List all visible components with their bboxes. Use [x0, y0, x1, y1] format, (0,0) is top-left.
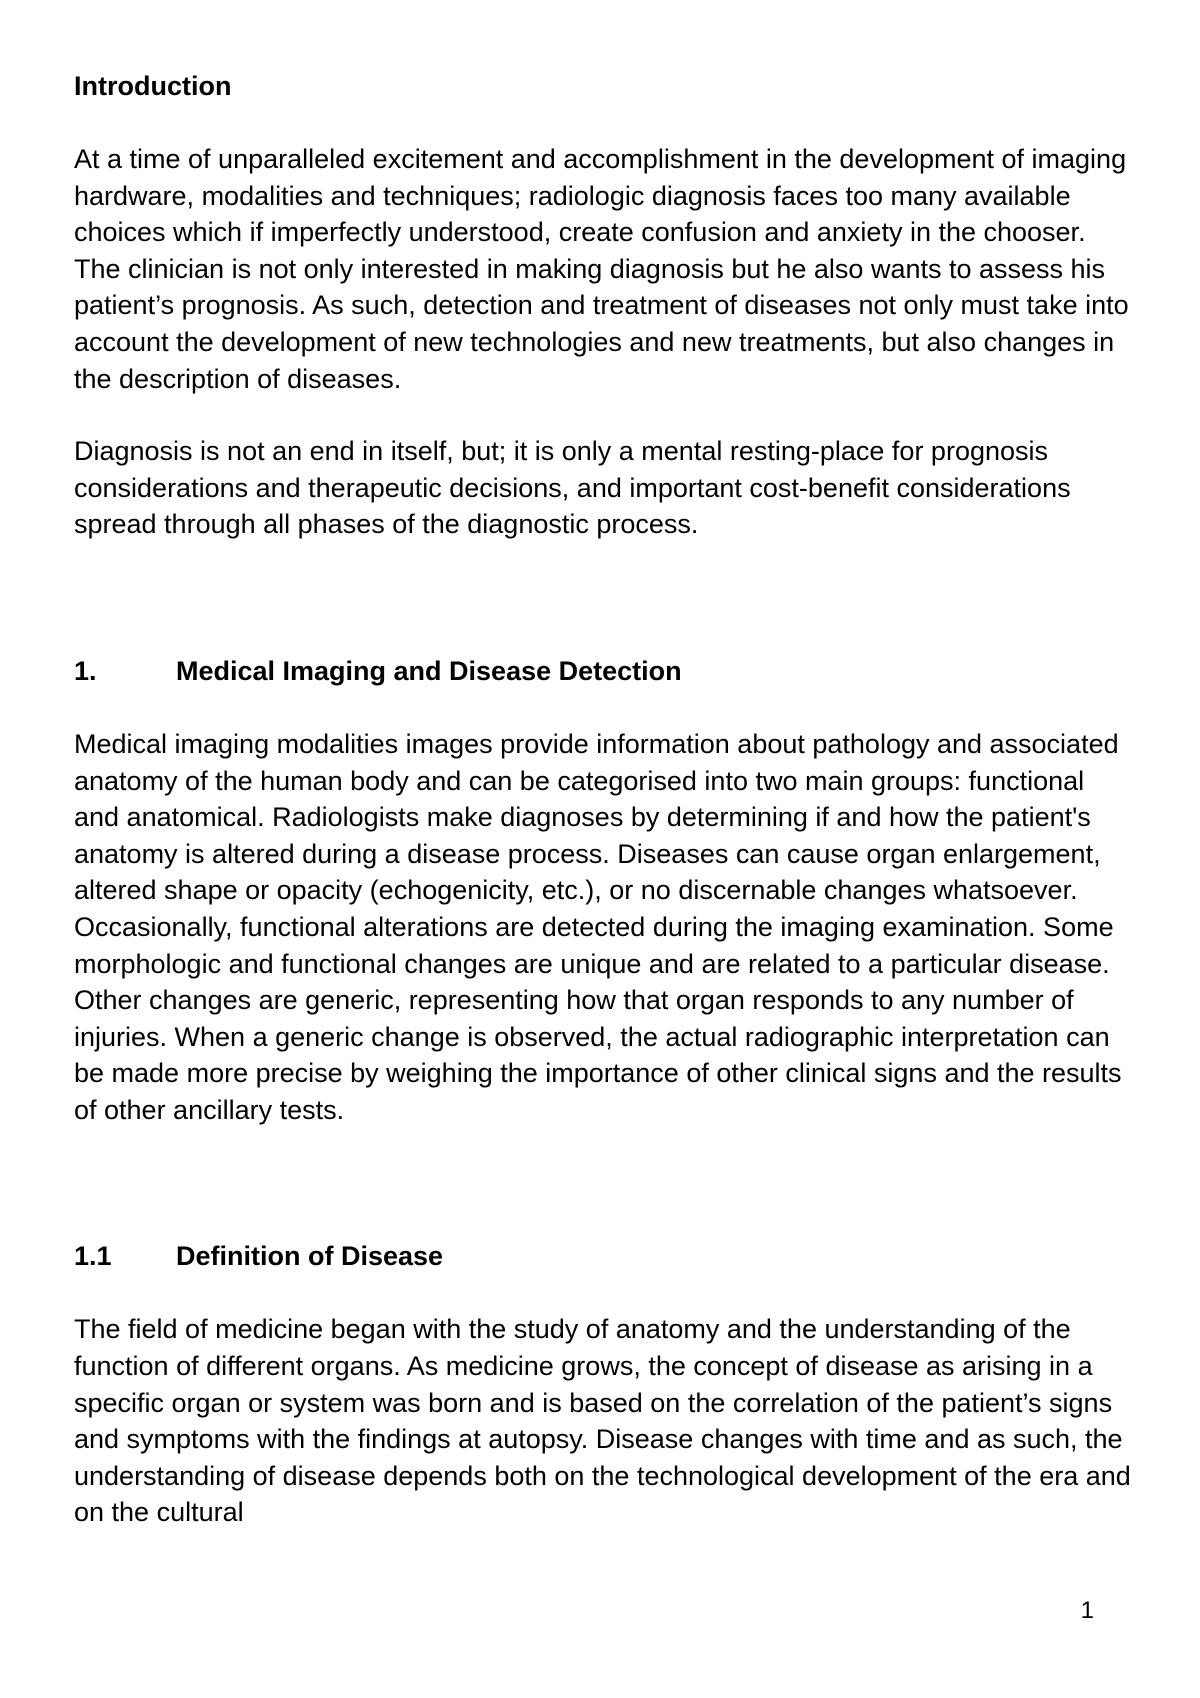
section-1-1-number: 1.1: [74, 1241, 112, 1272]
section-1-1-heading: [74, 1238, 1134, 1275]
spacer: [74, 105, 1134, 141]
intro-heading: Introduction: [74, 71, 232, 101]
spacer: [74, 1275, 1134, 1311]
page-content: [74, 68, 1134, 1531]
spacer: [74, 397, 1134, 433]
section-1-1-paragraph: The field of medicine began with the study of anatomy and the understanding of the function of different organs. As medicine grows, the concept of disease as arising in a specific organ or system was born and is based on the correlation of the patient’s signs and symptoms with the findings at autopsy. Disease changes with time and as such, the understanding of disease depends both on the technological development of the era and on the cultural: [74, 1314, 1131, 1528]
intro-paragraph-1: At a time of unparalleled excitement and accomplishment in the development of imaging hardware, modalities and techniques; radiologic diagnosis faces too many available choices which if imperfectly understood, create confusion and anxiety in the chooser. The clinician is not only interested in making diagnosis but he also wants to assess his patient’s prognosis. As such, detection and treatment of diseases not only must take into account the development of new technologies and new treatments, but also changes in the description of diseases.: [74, 144, 1129, 394]
section-1-heading: [74, 653, 1134, 690]
spacer: [74, 543, 1134, 653]
spacer: [74, 1128, 1134, 1238]
section-1-paragraph: Medical imaging modalities images provide information about pathology and associated anatomy of the human body and can be categorised into two main groups: functional and anatomical. Radiologists make diagnoses by determining if and how the patient's anatomy is altered during a disease process. Diseases can cause organ enlargement, altered shape or opacity (echogenicity, etc.), or no discernable changes whatsoever. Occasionally, functional alterations are detected during the imaging examination. Some morphologic and functional changes are unique and are related to a particular disease. Other changes are generic, representing how that organ responds to any number of injuries. When a generic change is observed, the actual radiographic interpretation can be made more precise by weighing the importance of other clinical signs and the results of other ancillary tests.: [74, 728, 1122, 1125]
section-1-number: 1.: [74, 655, 97, 686]
spacer: [74, 690, 1134, 726]
page-number: 1: [1080, 1597, 1094, 1624]
section-1-1-title: Definition of Disease: [176, 1241, 444, 1272]
section-1-title: Medical Imaging and Disease Detection: [176, 655, 682, 686]
intro-paragraph-2: Diagnosis is not an end in itself, but; it is only a mental resting-place for prognosis considerations and therapeutic decisions, and important cost-benefit considerations spread through all phases of the diagnostic process.: [74, 436, 1071, 540]
